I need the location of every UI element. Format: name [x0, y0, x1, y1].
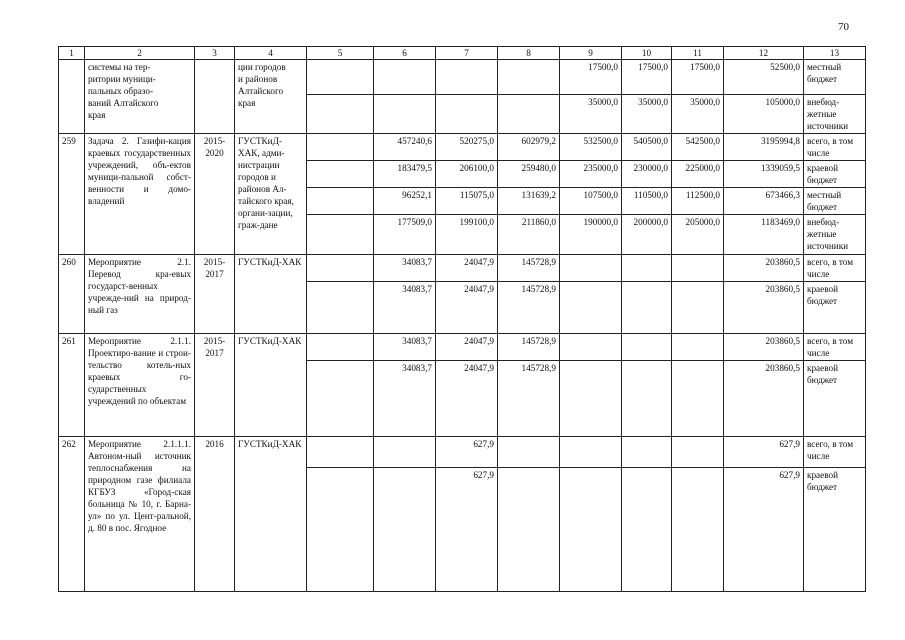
value-cell: 17500,0: [560, 60, 622, 95]
value-cell: 24047,9: [436, 255, 498, 282]
value-cell: 131639,2: [498, 188, 560, 215]
value-cell: 203860,5: [724, 361, 804, 437]
value-cell: 17500,0: [672, 60, 724, 95]
funding-source: всего, в том числе: [804, 255, 866, 282]
value-cell: 206100,0: [436, 161, 498, 188]
value-cell: 1339059,5: [724, 161, 804, 188]
value-cell: 259480,0: [498, 161, 560, 188]
value-cell: 35000,0: [622, 95, 672, 134]
funding-source: всего, в том числе: [804, 134, 866, 161]
funding-source: местный бюджет: [804, 188, 866, 215]
value-cell: 203860,5: [724, 255, 804, 282]
value-cell: 199100,0: [436, 215, 498, 255]
item-name: системы на тер- ритории муници- пальных образо- ваний Алтайского края: [85, 60, 195, 134]
value-cell: 112500,0: [672, 188, 724, 215]
value-cell: 34083,7: [374, 282, 436, 334]
funding-source: внебюд-жетные источники: [804, 95, 866, 134]
column-header: 4: [235, 47, 307, 60]
value-cell: 225000,0: [672, 161, 724, 188]
value-cell: 520275,0: [436, 134, 498, 161]
funding-source: всего, в том числе: [804, 437, 866, 468]
table-row: [59, 255, 866, 282]
column-header: 6: [374, 47, 436, 60]
value-cell: 145728,9: [498, 255, 560, 282]
item-executor: ции городов и районов Алтайского края: [235, 60, 307, 134]
value-cell: 24047,9: [436, 282, 498, 334]
item-name: Мероприятие 2.1. Перевод кра-евых государст-венных учрежде-ний на природ-ный газ: [85, 255, 195, 334]
funding-source: краевой бюджет: [804, 161, 866, 188]
value-cell: 457240,6: [374, 134, 436, 161]
value-cell: 34083,7: [374, 255, 436, 282]
header-row: [59, 47, 866, 60]
value-cell: 627,9: [436, 437, 498, 468]
value-cell: 190000,0: [560, 215, 622, 255]
value-cell: 627,9: [724, 468, 804, 592]
value-cell: 627,9: [436, 468, 498, 592]
row-number: 260: [59, 255, 85, 334]
value-cell: 145728,9: [498, 334, 560, 361]
column-header: 12: [724, 47, 804, 60]
value-cell: 145728,9: [498, 361, 560, 437]
table-row: [59, 134, 866, 161]
item-executor: ГУСТКиД-ХАК, адми-нистрации городов и районов Ал-тайского края, органи-зации, граж-дане: [235, 134, 307, 255]
funding-source: всего, в том числе: [804, 334, 866, 361]
value-cell: 110500,0: [622, 188, 672, 215]
item-name: Мероприятие 2.1.1. Проектиро-вание и строи-тельство котель-ных краевых го-сударственных учреждений по объектам: [85, 334, 195, 437]
item-executor: ГУСТКиД-ХАК: [235, 255, 307, 334]
funding-source: краевой бюджет: [804, 282, 866, 334]
page-number: 70: [838, 21, 849, 33]
item-name: Мероприятие 2.1.1.1. Автоном-ный источник теплоснабжения на природном газе филиала КГБУЗ «Город-ская больница № 10, г. Барна-ул» по ул. Цент-ральной, д. 80 в пос. Ягодное: [85, 437, 195, 592]
value-cell: 24047,9: [436, 334, 498, 361]
value-cell: 602979,2: [498, 134, 560, 161]
value-cell: 105000,0: [724, 95, 804, 134]
value-cell: 211860,0: [498, 215, 560, 255]
value-cell: 183479,5: [374, 161, 436, 188]
column-header: 9: [560, 47, 622, 60]
value-cell: 1183469,0: [724, 215, 804, 255]
row-number: 262: [59, 437, 85, 592]
value-cell: 673466,3: [724, 188, 804, 215]
column-header: 2: [85, 47, 195, 60]
value-cell: 205000,0: [672, 215, 724, 255]
row-number: 259: [59, 134, 85, 255]
value-cell: 542500,0: [672, 134, 724, 161]
value-cell: 35000,0: [560, 95, 622, 134]
value-cell: 115075,0: [436, 188, 498, 215]
value-cell: 200000,0: [622, 215, 672, 255]
value-cell: 35000,0: [672, 95, 724, 134]
value-cell: 203860,5: [724, 282, 804, 334]
value-cell: 235000,0: [560, 161, 622, 188]
column-header: 13: [804, 47, 866, 60]
value-cell: 203860,5: [724, 334, 804, 361]
table-row: [59, 437, 866, 468]
column-header: 11: [672, 47, 724, 60]
column-header: 10: [622, 47, 672, 60]
funding-source: внебюд-жетные источники: [804, 215, 866, 255]
table-row: [59, 334, 866, 361]
item-name: Задача 2. Газифи-кация краевых государственных учреждений, объ-ектов муници-пальной собст-венности и домо-владений: [85, 134, 195, 255]
budget-table: [58, 46, 866, 592]
value-cell: 34083,7: [374, 361, 436, 437]
item-period: 2015-2017: [195, 255, 235, 334]
funding-source: местный бюджет: [804, 60, 866, 95]
value-cell: 532500,0: [560, 134, 622, 161]
value-cell: 230000,0: [622, 161, 672, 188]
column-header: 7: [436, 47, 498, 60]
value-cell: 34083,7: [374, 334, 436, 361]
row-number: 261: [59, 334, 85, 437]
value-cell: 627,9: [724, 437, 804, 468]
column-header: 8: [498, 47, 560, 60]
item-period: 2015-2017: [195, 334, 235, 437]
value-cell: 52500,0: [724, 60, 804, 95]
value-cell: 540500,0: [622, 134, 672, 161]
column-header: 1: [59, 47, 85, 60]
value-cell: 3195994,8: [724, 134, 804, 161]
funding-source: краевой бюджет: [804, 361, 866, 437]
item-executor: ГУСТКиД-ХАК: [235, 437, 307, 592]
item-executor: ГУСТКиД-ХАК: [235, 334, 307, 437]
value-cell: 177509,0: [374, 215, 436, 255]
column-header: 5: [307, 47, 374, 60]
item-period: 2015-2020: [195, 134, 235, 255]
value-cell: 107500,0: [560, 188, 622, 215]
table-row: [59, 60, 866, 95]
column-header: 3: [195, 47, 235, 60]
value-cell: 145728,9: [498, 282, 560, 334]
item-period: 2016: [195, 437, 235, 592]
value-cell: 17500,0: [622, 60, 672, 95]
value-cell: 96252,1: [374, 188, 436, 215]
value-cell: 24047,9: [436, 361, 498, 437]
funding-source: краевой бюджет: [804, 468, 866, 592]
